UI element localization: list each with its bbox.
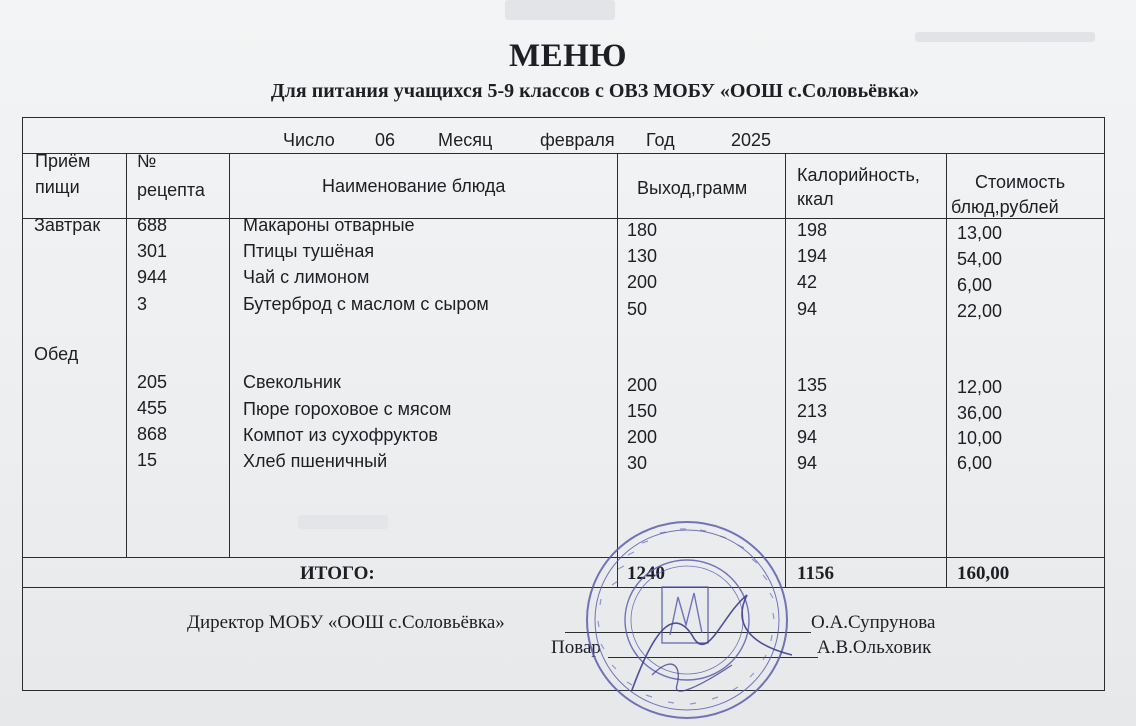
row-cost: 6,00 — [957, 275, 993, 295]
row-calories: 94 — [797, 299, 818, 319]
row-calories: 194 — [797, 246, 828, 266]
header-cost-line2: блюд,рублей — [951, 197, 1059, 217]
menu-table — [22, 117, 1105, 691]
date-month-label: Месяц — [438, 130, 493, 150]
totals-calories: 1156 — [797, 563, 834, 584]
row-dish: Свекольник — [243, 372, 341, 392]
page-title: МЕНЮ — [509, 38, 627, 74]
row-dish: Чай с лимоном — [243, 267, 370, 287]
date-year-value: 2025 — [731, 130, 772, 150]
row-calories: 198 — [797, 220, 828, 240]
date-day-value: 06 — [375, 130, 396, 150]
row-cost: 54,00 — [957, 249, 1003, 269]
row-calories: 94 — [797, 427, 818, 447]
row-cost: 36,00 — [957, 403, 1003, 423]
row-recipe: 301 — [137, 241, 168, 261]
header-recipe-line2: рецепта — [137, 180, 205, 200]
date-month-value: февраля — [540, 130, 615, 150]
row-cost: 12,00 — [957, 377, 1003, 397]
show-through-block-top — [505, 0, 615, 20]
totals-bottom-divider — [22, 587, 1104, 588]
row-cost: 10,00 — [957, 428, 1003, 448]
header-calories-line1: Калорийность, — [797, 165, 920, 185]
row-recipe: 868 — [137, 424, 168, 444]
row-calories: 94 — [797, 453, 818, 473]
row-recipe: 15 — [137, 450, 158, 470]
official-stamp — [582, 515, 792, 725]
cook-label: Повар — [551, 637, 601, 658]
row-cost: 22,00 — [957, 301, 1003, 321]
header-dish: Наименование блюда — [322, 176, 506, 196]
director-label: Директор МОБУ «ООШ с.Соловьёвка» — [187, 612, 505, 633]
header-row-divider — [22, 218, 1104, 219]
row-output: 200 — [627, 375, 658, 395]
date-year-label: Год — [646, 130, 675, 150]
header-meal-line1: Приём — [35, 151, 91, 171]
header-recipe-line1: № — [137, 151, 157, 171]
director-name: О.А.Супрунова — [811, 612, 936, 633]
totals-top-divider — [22, 557, 1104, 558]
row-output: 200 — [627, 272, 658, 292]
cook-name: А.В.Ольховик — [817, 637, 932, 658]
row-dish: Бутерброд с маслом с сыром — [243, 294, 489, 314]
row-recipe: 944 — [137, 267, 168, 287]
totals-output: 1240 — [627, 563, 665, 584]
date-day-label: Число — [283, 130, 335, 150]
header-calories-line2: ккал — [797, 189, 834, 209]
row-dish: Хлеб пшеничный — [243, 451, 388, 471]
header-cost-line1: Стоимость — [975, 172, 1066, 192]
row-recipe: 455 — [137, 398, 168, 418]
row-cost: 13,00 — [957, 223, 1003, 243]
row-dish: Макароны отварные — [243, 215, 415, 235]
totals-cost: 160,00 — [957, 563, 1010, 584]
row-output: 30 — [627, 453, 648, 473]
column-divider-1 — [126, 153, 127, 557]
row-output: 180 — [627, 220, 658, 240]
row-dish: Пюре гороховое с мясом — [243, 399, 452, 419]
row-recipe: 3 — [137, 294, 148, 314]
row-recipe: 205 — [137, 372, 168, 392]
row-recipe: 688 — [137, 215, 168, 235]
row-output: 200 — [627, 427, 658, 447]
row-dish: Компот из сухофруктов — [243, 425, 438, 445]
row-output: 50 — [627, 299, 648, 319]
row-cost: 6,00 — [957, 453, 993, 473]
row-calories: 213 — [797, 401, 828, 421]
meal-label-breakfast: Завтрак — [34, 215, 101, 235]
date-row-divider — [22, 153, 1104, 154]
meal-label-lunch: Обед — [34, 344, 79, 364]
column-divider-5 — [946, 153, 947, 587]
totals-label: ИТОГО: — [300, 563, 375, 584]
row-calories: 42 — [797, 272, 818, 292]
header-output: Выход,грамм — [637, 178, 748, 198]
date-year-underline — [684, 153, 864, 154]
row-calories: 135 — [797, 375, 828, 395]
header-meal-line2: пищи — [35, 177, 80, 197]
row-output: 150 — [627, 401, 658, 421]
column-divider-2 — [229, 153, 230, 557]
row-output: 130 — [627, 246, 658, 266]
row-dish: Птицы тушёная — [243, 241, 375, 261]
page-subtitle: Для питания учащихся 5-9 классов с ОВЗ МОБУ «ООШ с.Соловьёвка» — [270, 80, 920, 102]
